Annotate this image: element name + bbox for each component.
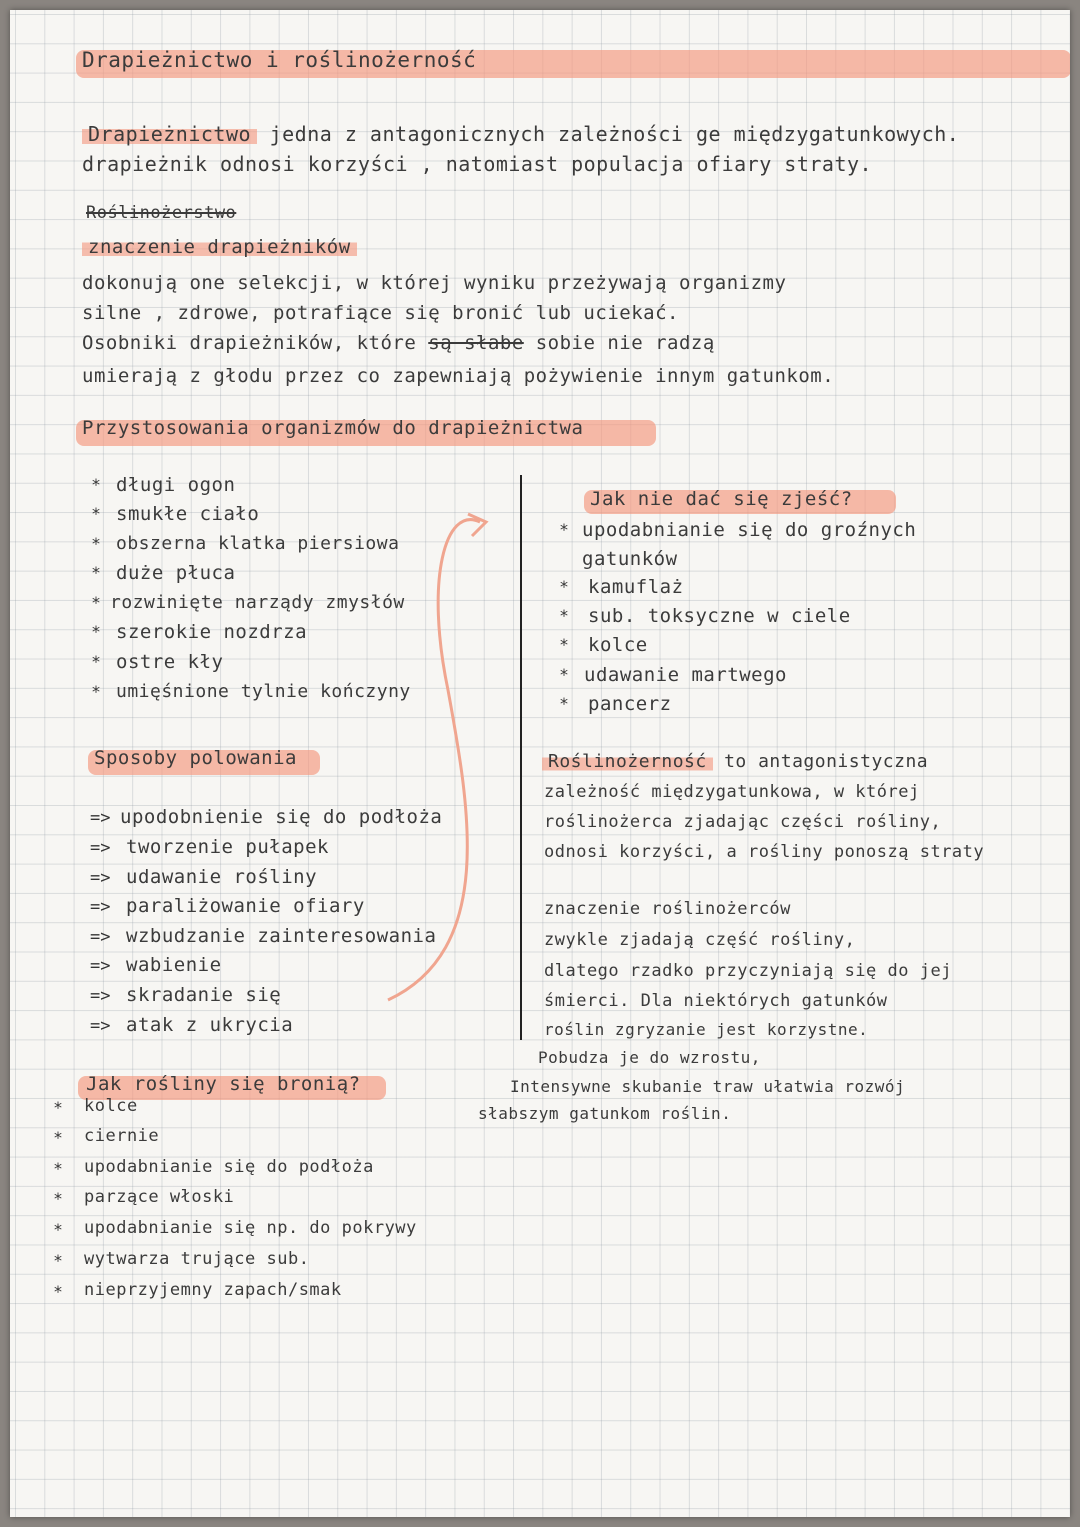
bullet: * — [54, 1220, 62, 1239]
list-item: udawanie rośliny — [126, 866, 318, 888]
bullet: * — [54, 1098, 62, 1117]
znaczenie-roslinozercow-heading: znaczenie roślinożerców — [544, 899, 791, 919]
list-item: skradanie się — [126, 984, 282, 1006]
roslinozernosc-line-3: roślinożerca zjadając części rośliny, — [544, 812, 942, 832]
list-item: ciernie — [84, 1126, 160, 1146]
bullet: * — [92, 504, 100, 523]
roslinozernosc-term: Roślinożerność — [542, 751, 713, 772]
arrow-bullet: => — [90, 838, 111, 858]
znaczenie-line-3-b: sobie nie radzą — [535, 332, 715, 354]
list-item: pancerz — [588, 693, 672, 715]
list-item: wzbudzanie zainteresowania — [126, 925, 437, 947]
znaczenie-roslinozercow-line: dlatego rzadko przyczyniają się do jej — [544, 961, 952, 981]
znaczenie-drapieznikow-heading-text: znaczenie drapieżników — [82, 236, 357, 258]
bullet: * — [54, 1189, 62, 1208]
znaczenie-roslinozercow-line: Intensywne skubanie traw ułatwia rozwój — [510, 1077, 906, 1096]
list-item: upodabnianie się np. do pokrywy — [84, 1218, 417, 1238]
znaczenie-roslinozercow-line: Pobudza je do wzrostu, — [538, 1048, 761, 1067]
intro-line-2: drapieżnik odnosi korzyści , natomiast populacja ofiary straty. — [82, 152, 873, 176]
list-item: kamuflaż — [588, 576, 684, 598]
list-item: smukłe ciało — [116, 503, 260, 525]
bullet: * — [560, 520, 568, 539]
intro-line-1-rest: jedna z antagonicznych zależności ge międzygatunkowych. — [269, 122, 960, 146]
bullet: * — [92, 682, 100, 701]
znaczenie-roslinozercow-line: słabszym gatunkom roślin. — [478, 1104, 732, 1123]
list-item: umięśnione tylnie kończyny — [116, 681, 411, 702]
list-item: wabienie — [126, 954, 222, 976]
list-item: tworzenie pułapek — [126, 836, 329, 858]
znaczenie-drapieznikow-line-2: silne , zdrowe, potrafiące się bronić lub uciekać. — [82, 302, 679, 324]
list-item: duże płuca — [116, 562, 236, 584]
bullet: * — [560, 577, 568, 596]
list-item: paraliżowanie ofiary — [126, 895, 365, 917]
crossed-out-heading: Roślinożerstwo — [86, 203, 237, 223]
list-item-continuation: gatunków — [582, 548, 678, 570]
roslinozernosc-line-2: zależność międzygatunkowa, w której — [544, 782, 920, 802]
column-divider — [520, 475, 522, 1040]
arrow-bullet: => — [90, 808, 111, 828]
jak-rosliny-heading: Jak rośliny się bronią? — [86, 1073, 361, 1095]
page-title: Drapieżnictwo i roślinożerność — [82, 48, 477, 72]
arrow-bullet: => — [90, 986, 111, 1006]
intro-term: Drapieżnictwo — [82, 122, 257, 146]
bullet: * — [92, 563, 100, 582]
bullet: * — [92, 622, 100, 641]
roslinozernosc-line-1-rest: to antagonistyczna — [724, 751, 929, 772]
jak-nie-dac-heading: Jak nie dać się zjeść? — [590, 488, 853, 510]
list-item: rozwinięte narządy zmysłów — [110, 592, 405, 613]
bullet: * — [54, 1282, 62, 1301]
znaczenie-roslinozercow-line: roślin zgryzanie jest korzystne. — [544, 1020, 869, 1039]
list-item: sub. toksyczne w ciele — [588, 605, 851, 627]
list-item: upodabnianie się do groźnych — [582, 519, 917, 541]
bullet: * — [560, 665, 568, 684]
znaczenie-drapieznikow-line-1: dokonują one selekcji, w której wyniku przeżywają organizmy — [82, 272, 787, 294]
list-item: ostre kły — [116, 651, 224, 673]
znaczenie-drapieznikow-line-3 — [82, 332, 715, 354]
arrow-bullet: => — [90, 956, 111, 976]
bullet: * — [560, 635, 568, 654]
znaczenie-drapieznikow-line-4: umierają z głodu przez co zapewniają pożywienie innym gatunkom. — [82, 365, 835, 387]
list-item: parzące włoski — [84, 1187, 235, 1207]
arrow-bullet: => — [90, 1016, 111, 1036]
list-item: udawanie martwego — [584, 664, 787, 686]
list-item: szerokie nozdrza — [116, 621, 308, 643]
list-item: upodabnianie się do podłoża — [84, 1157, 374, 1177]
list-item: kolce — [84, 1096, 138, 1116]
list-item: nieprzyjemny zapach/smak — [84, 1280, 342, 1300]
notebook-page — [10, 10, 1070, 1517]
arrow-bullet: => — [90, 868, 111, 888]
znaczenie-roslinozercow-line: śmierci. Dla niektórych gatunków — [544, 991, 888, 1011]
bullet: * — [54, 1251, 62, 1270]
bullet: * — [54, 1128, 62, 1147]
znaczenie-drapieznikow-heading — [82, 236, 357, 258]
roslinozernosc-line-1 — [542, 751, 928, 772]
bullet: * — [92, 593, 100, 612]
list-item: wytwarza trujące sub. — [84, 1249, 310, 1269]
intro-line-1 — [82, 122, 959, 146]
bullet: * — [92, 652, 100, 671]
sposoby-heading: Sposoby polowania — [94, 747, 297, 769]
list-item: długi ogon — [116, 474, 236, 496]
przystosowania-heading: Przystosowania organizmów do drapieżnictwa — [82, 417, 584, 439]
bullet: * — [560, 694, 568, 713]
bullet: * — [92, 475, 100, 494]
list-item: kolce — [588, 634, 648, 656]
list-item: upodobnienie się do podłoża — [120, 806, 443, 828]
roslinozernosc-line-4: odnosi korzyści, a rośliny ponoszą straty — [544, 842, 985, 862]
list-item: atak z ukrycia — [126, 1014, 294, 1036]
bullet: * — [54, 1159, 62, 1178]
bullet: * — [92, 534, 100, 553]
znaczenie-roslinozercow-line: zwykle zjadają część rośliny, — [544, 930, 856, 950]
bullet: * — [560, 606, 568, 625]
znaczenie-line-3-struck: są słabe — [428, 332, 524, 354]
list-item: obszerna klatka piersiowa — [116, 533, 400, 554]
arrow-bullet: => — [90, 927, 111, 947]
arrow-bullet: => — [90, 897, 111, 917]
znaczenie-line-3-a: Osobniki drapieżników, które — [82, 332, 417, 354]
